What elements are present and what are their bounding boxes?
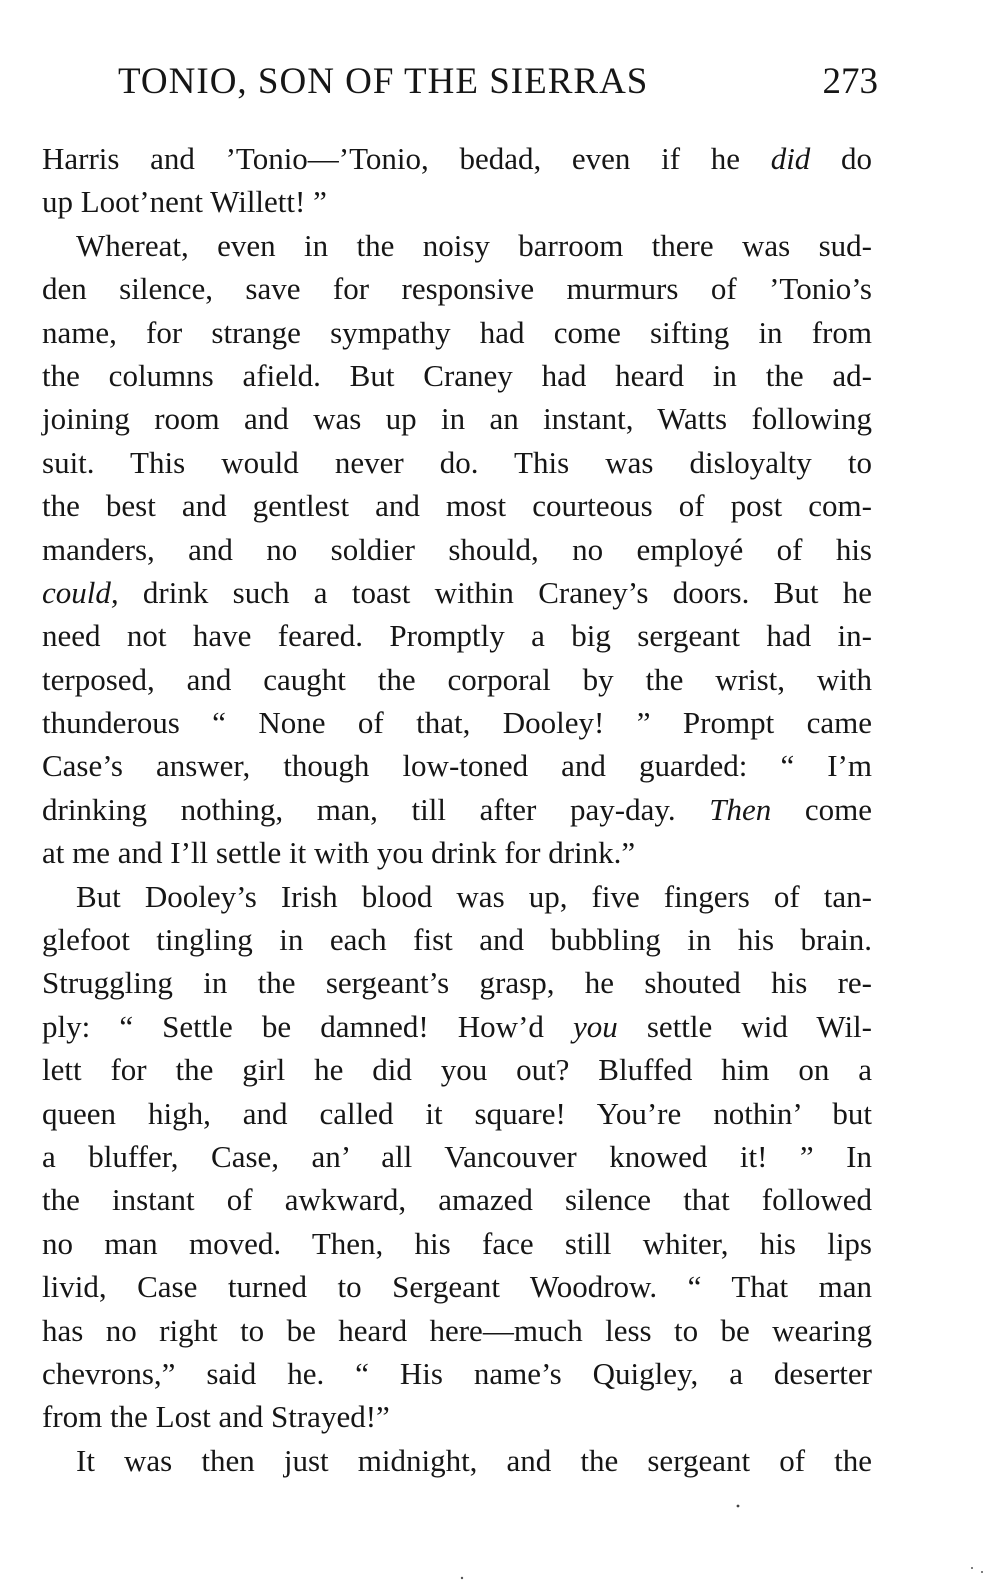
text-segment: terposed, and caught the corporal by the wrist, with: [42, 661, 872, 697]
text-segment: manders, and no soldier should, no employé of his: [42, 531, 872, 567]
text-line: [42, 788, 872, 831]
text-line: [42, 397, 872, 440]
text-line: [42, 137, 872, 180]
text-segment: a bluffer, Case, an’ all Vancouver knowed it! ” In: [42, 1138, 872, 1174]
text-segment: at me and I’ll settle it with you drink for drink.”: [42, 835, 636, 871]
italic-text: Then: [709, 791, 772, 827]
text-segment: It was then just midnight, and the sergeant of the: [76, 1442, 872, 1478]
text-segment: do: [810, 141, 872, 176]
text-segment: has no right to be heard here—much less to be wearing: [42, 1312, 872, 1348]
text-line: [42, 831, 872, 874]
italic-text: you: [573, 1008, 618, 1044]
text-segment: the instant of awkward, amazed silence that followed: [42, 1182, 872, 1218]
text-line: [42, 528, 872, 571]
text-line: [42, 1048, 872, 1091]
text-line: [42, 658, 872, 701]
text-line: [42, 1178, 872, 1221]
text-line: [42, 1395, 872, 1438]
text-segment: ply: “ Settle be damned! How’d: [42, 1008, 573, 1044]
text-line: [42, 1005, 872, 1048]
text-segment: lett for the girl he did you out? Bluffed him on a: [42, 1052, 872, 1088]
text-line: [42, 354, 872, 397]
text-line: [42, 1352, 872, 1395]
text-segment: name, for strange sympathy had come sifting in from: [42, 314, 872, 350]
text-segment: the best and gentlest and most courteous of post com-: [42, 488, 872, 524]
text-segment: need not have feared. Promptly a big sergeant had in-: [42, 618, 872, 654]
text-segment: come: [771, 791, 872, 827]
text-segment: livid, Case turned to Sergeant Woodrow. “ That man: [42, 1269, 872, 1305]
text-line: [42, 701, 872, 744]
text-segment: Whereat, even in the noisy barroom there was sud-: [76, 227, 872, 263]
text-line: [42, 180, 872, 223]
page-number: 273: [822, 61, 878, 102]
italic-text: did: [770, 141, 811, 176]
text-line: [42, 1135, 872, 1178]
text-segment: Case’s answer, though low-toned and guarded: “ I’m: [42, 748, 872, 784]
running-title: TONIO, SON OF THE SIERRAS: [118, 61, 649, 102]
text-line: [42, 571, 872, 614]
scan-speck: [971, 1567, 973, 1569]
text-line: [42, 484, 872, 527]
scan-speck: [737, 1505, 740, 1508]
text-segment: up Loot’nent Willett! ”: [42, 184, 327, 220]
text-segment: chevrons,” said he. “ His name’s Quigley, a deserter: [42, 1355, 872, 1391]
text-segment: drink such a toast within Craney’s doors. But he: [118, 574, 872, 610]
page-header: [118, 60, 878, 110]
text-segment: glefoot tingling in each fist and bubbling in his brain.: [42, 922, 872, 958]
scan-speck: [981, 1571, 983, 1573]
text-line: [42, 744, 872, 787]
text-segment: suit. This would never do. This was disloyalty to: [42, 444, 872, 480]
text-segment: Struggling in the sergeant’s grasp, he shouted his re-: [42, 965, 872, 1001]
text-segment: den silence, save for responsive murmurs of ’Tonio’s: [42, 271, 872, 307]
text-segment: settle wid Wil-: [617, 1008, 872, 1044]
text-segment: queen high, and called it square! You’re nothin’ but: [42, 1095, 872, 1131]
text-segment: from the Lost and Strayed!”: [42, 1399, 390, 1435]
text-segment: joining room and was up in an instant, Watts following: [42, 401, 872, 437]
text-line: [42, 961, 872, 1004]
text-line: [42, 267, 872, 310]
text-line: [42, 1222, 872, 1265]
text-segment: But Dooley’s Irish blood was up, five fingers of tan-: [76, 878, 872, 914]
text-segment: the columns afield. But Craney had heard in the ad-: [42, 357, 872, 393]
text-segment: no man moved. Then, his face still whiter, his lips: [42, 1225, 872, 1261]
text-line: [42, 441, 872, 484]
body-text: [42, 137, 872, 1482]
text-line: [42, 311, 872, 354]
italic-text: could,: [42, 574, 119, 610]
text-line: [42, 918, 872, 961]
text-line: [42, 1439, 872, 1482]
text-segment: thunderous “ None of that, Dooley! ” Prompt came: [42, 705, 872, 741]
text-line: [42, 614, 872, 657]
text-line: [42, 1309, 872, 1352]
text-segment: Harris and ’Tonio—’Tonio, bedad, even if he: [42, 141, 771, 176]
text-line: [42, 1265, 872, 1308]
text-line: [42, 875, 872, 918]
scan-speck: [461, 1577, 463, 1579]
text-line: [42, 224, 872, 267]
text-segment: drinking nothing, man, till after pay-day.: [42, 791, 710, 827]
text-line: [42, 1092, 872, 1135]
